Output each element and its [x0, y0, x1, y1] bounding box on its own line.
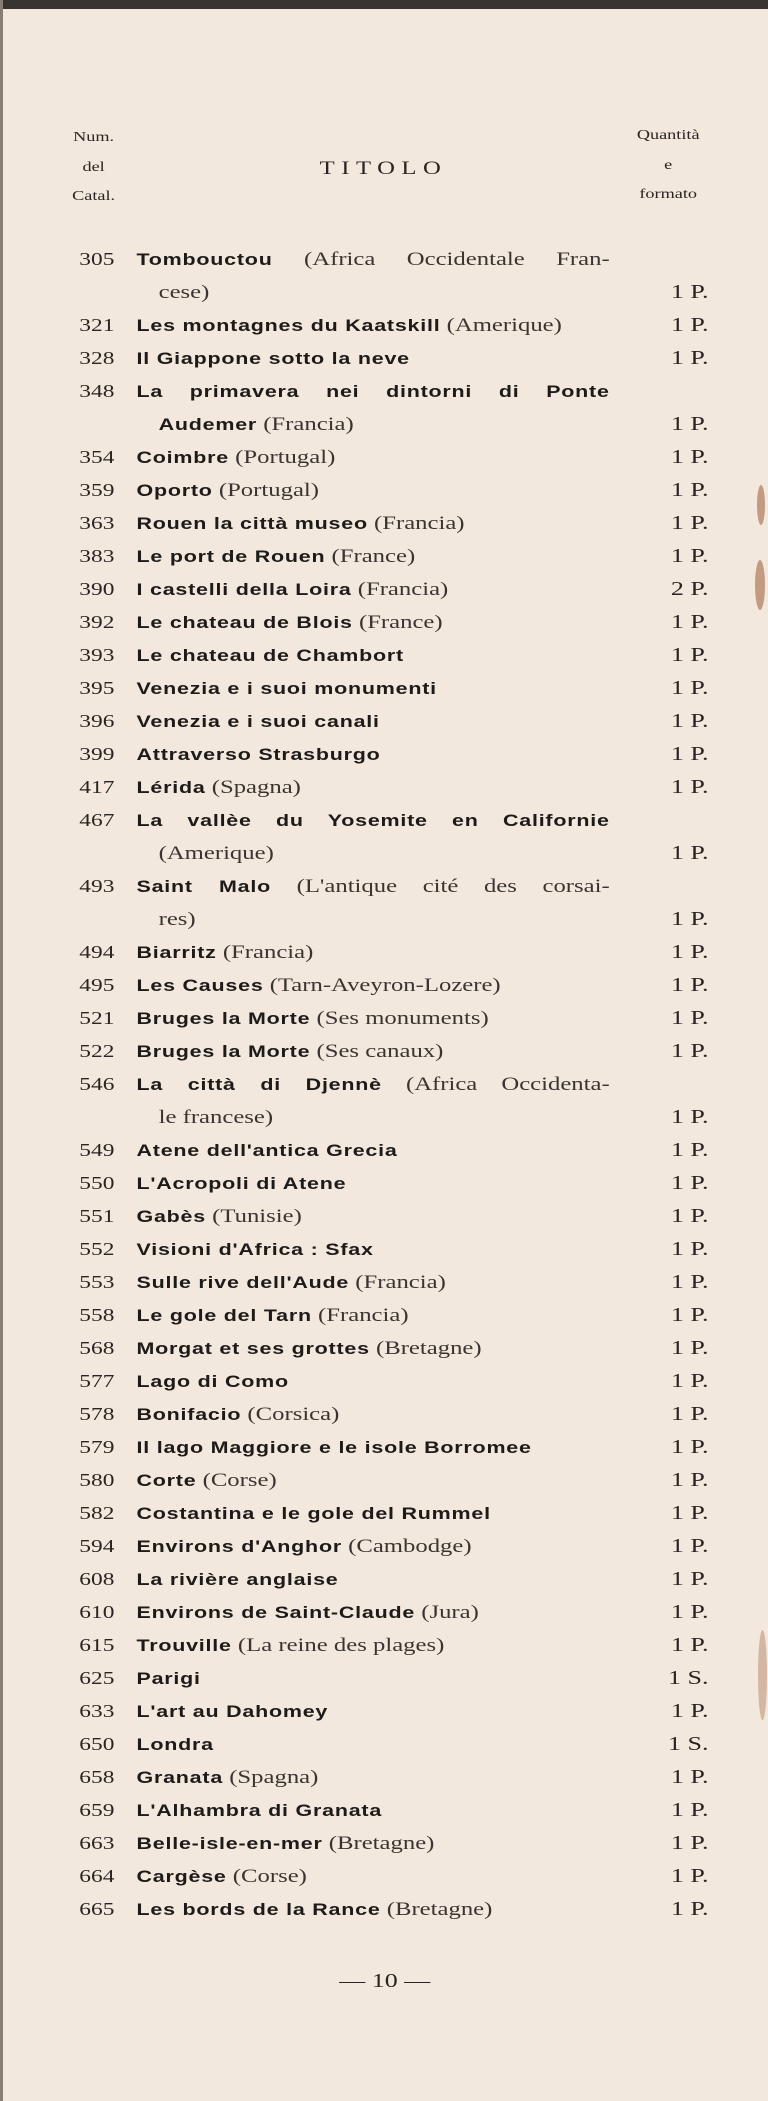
location-note: (Tunisie): [212, 1206, 302, 1227]
catalog-number: 610: [79, 1602, 115, 1622]
title-text: Les bords de la Rance: [136, 1901, 381, 1919]
page-number: — 10 —: [339, 1970, 431, 1992]
quantity-format: 1 P.: [670, 1502, 709, 1524]
catalog-number: 594: [79, 1536, 115, 1556]
location-note: (Cambodge): [348, 1536, 472, 1557]
title-text: La vallèe du Yosemite en Californie: [136, 812, 610, 830]
catalog-entry: [0, 1497, 768, 1530]
entry-title: [137, 1530, 472, 1564]
catalog-number: 493: [79, 876, 115, 896]
location-note: (Francia): [263, 414, 354, 435]
catalog-entry: [0, 474, 768, 507]
entry-title: [137, 606, 443, 640]
catalog-entry: [0, 639, 768, 672]
entry-title: [137, 1398, 340, 1432]
catalog-number: 608: [79, 1569, 115, 1589]
title-text: Rouen la città museo: [136, 515, 368, 533]
catalog-entry: [0, 375, 768, 408]
catalog-number: 417: [79, 777, 115, 797]
location-note: res): [158, 909, 196, 930]
entry-title: [137, 309, 562, 343]
title-text: Le chateau de Chambort: [136, 647, 404, 665]
title-text: Coimbre: [136, 449, 229, 467]
title-text: Oporto: [136, 482, 213, 500]
catalog-entry-continuation: [0, 408, 768, 441]
catalog-number: 650: [79, 1734, 115, 1754]
entry-title: [137, 1266, 446, 1300]
catalog-number: 579: [79, 1437, 115, 1457]
catalog-entry: [0, 342, 768, 375]
title-text: Il lago Maggiore e le isole Borromee: [136, 1439, 532, 1457]
catalog-number: 568: [79, 1338, 115, 1358]
title-text: Le port de Rouen: [136, 548, 326, 566]
quantity-format: 1 P.: [670, 1337, 709, 1359]
title-text: L'Alhambra di Granata: [136, 1802, 383, 1820]
quantity-format: 1 P.: [670, 1865, 709, 1887]
title-text: L'art au Dahomey: [136, 1703, 329, 1721]
location-note: le francese): [158, 1107, 274, 1128]
quantity-format: 1 P.: [670, 545, 709, 567]
entry-title: [137, 705, 380, 739]
entry-title: [137, 870, 610, 904]
quantity-format: 1 P.: [670, 1568, 709, 1590]
catalog-number: 625: [79, 1668, 115, 1688]
location-note: (Bretagne): [386, 1899, 493, 1920]
title-text: La città di Djennè: [136, 1076, 382, 1094]
catalog-number: 522: [79, 1041, 115, 1061]
location-note: (Africa Occidentale Fran-: [304, 249, 610, 270]
catalog-number: 359: [79, 480, 115, 500]
title-text: Gabès: [136, 1208, 206, 1226]
catalog-number: 551: [79, 1206, 115, 1226]
entry-title: [137, 1662, 201, 1696]
title-text: Bonifacio: [136, 1406, 242, 1424]
entry-title: [137, 1002, 489, 1036]
catalog-entry: [0, 1860, 768, 1893]
title-text: Venezia e i suoi canali: [136, 713, 380, 731]
quantity-format: 1 P.: [670, 743, 709, 765]
location-note: (Amerique): [446, 315, 562, 336]
catalog-entry: [0, 705, 768, 738]
entry-title: [137, 1860, 307, 1894]
location-note: (Spagna): [229, 1767, 319, 1788]
quantity-format: 1 P.: [670, 512, 709, 534]
quantity-format: 1 P.: [670, 1304, 709, 1326]
location-note: (Francia): [318, 1305, 409, 1326]
catalog-number: 521: [79, 1008, 115, 1028]
header-num-line3: Catal.: [72, 189, 116, 204]
catalog-entry: [0, 1002, 768, 1035]
location-note: (Portugal): [218, 480, 320, 501]
location-note: (Francia): [355, 1272, 446, 1293]
catalog-number: 578: [79, 1404, 115, 1424]
quantity-format: 2 P.: [670, 578, 709, 600]
catalog-entry: [0, 1728, 768, 1761]
location-note: (France): [331, 546, 416, 567]
title-text: Environs de Saint-Claude: [136, 1604, 416, 1622]
quantity-format: 1 P.: [670, 1238, 709, 1260]
catalog-entry: [0, 1332, 768, 1365]
catalog-number: 494: [79, 942, 115, 962]
quantity-format: 1 P.: [670, 1271, 709, 1293]
quantity-format: 1 P.: [670, 1139, 709, 1161]
entry-title: [137, 1332, 482, 1366]
quantity-format: 1 P.: [670, 1601, 709, 1623]
header-qty-line1: Quantità: [636, 128, 700, 143]
quantity-format: 1 P.: [670, 413, 709, 435]
catalog-number: 658: [79, 1767, 115, 1787]
catalog-entry: [0, 738, 768, 771]
title-text: Le chateau de Blois: [136, 614, 353, 632]
entry-title: [137, 1794, 383, 1828]
title-text: Sulle rive dell'Aude: [136, 1274, 350, 1292]
catalog-number: 395: [79, 678, 115, 698]
entry-title: [137, 936, 314, 970]
title-text: Parigi: [136, 1670, 201, 1688]
quantity-format: 1 P.: [670, 1832, 709, 1854]
entry-title: [159, 903, 196, 936]
title-text: La rivière anglaise: [136, 1571, 339, 1589]
catalog-number: 577: [79, 1371, 115, 1391]
entry-title: [137, 771, 301, 805]
entry-title: [137, 1068, 610, 1102]
quantity-format: 1 P.: [670, 677, 709, 699]
title-text: Trouville: [136, 1637, 232, 1655]
entry-title: [137, 1497, 491, 1531]
catalog-entry: [0, 1431, 768, 1464]
catalog-entry: [0, 1167, 768, 1200]
header-qty-line2: e: [664, 158, 673, 173]
quantity-format: 1 P.: [670, 776, 709, 798]
catalog-number: 399: [79, 744, 115, 764]
catalog-number: 553: [79, 1272, 115, 1292]
location-note: (Corse): [202, 1470, 277, 1491]
quantity-format: 1 P.: [670, 1403, 709, 1425]
location-note: (Francia): [357, 579, 449, 600]
catalog-entry: [0, 1662, 768, 1695]
entry-title: [137, 1629, 445, 1663]
catalog-number: 558: [79, 1305, 115, 1325]
entry-title: [137, 375, 610, 409]
location-note: (Tarn-Aveyron-Lozere): [269, 975, 501, 996]
catalog-entry-continuation: [0, 276, 768, 309]
catalog-number: 392: [79, 612, 115, 632]
entry-title: [137, 639, 404, 673]
catalog-list: [0, 243, 768, 1926]
catalog-number: 665: [79, 1899, 115, 1919]
catalog-entry: [0, 1761, 768, 1794]
quantity-format: 1 P.: [670, 1535, 709, 1557]
catalog-entry: [0, 441, 768, 474]
catalog-entry: [0, 1794, 768, 1827]
title-text: Cargèse: [136, 1868, 227, 1886]
quantity-format: 1 P.: [670, 281, 709, 303]
header-num-line1: Num.: [73, 130, 115, 145]
catalog-number: 552: [79, 1239, 115, 1259]
title-text: Lérida: [136, 779, 206, 797]
catalog-number: 663: [79, 1833, 115, 1853]
location-note: (Bretagne): [328, 1833, 435, 1854]
catalog-entry: [0, 1530, 768, 1563]
entry-title: [137, 1200, 302, 1234]
entry-title: [137, 672, 437, 706]
entry-title: [137, 243, 610, 277]
title-text: Morgat et ses grottes: [136, 1340, 370, 1358]
location-note: (Amerique): [158, 843, 274, 864]
catalog-entry-continuation: [0, 837, 768, 870]
entry-title: [137, 573, 449, 607]
entry-title: [159, 408, 354, 442]
title-text: Corte: [136, 1472, 197, 1490]
title-text: Audemer: [158, 416, 258, 434]
catalog-entry: [0, 1695, 768, 1728]
catalog-number: 550: [79, 1173, 115, 1193]
entry-title: [137, 1167, 347, 1201]
catalog-number: 633: [79, 1701, 115, 1721]
title-text: Les Causes: [136, 977, 264, 995]
entry-title: [137, 1035, 444, 1069]
catalog-entry: [0, 573, 768, 606]
entry-title: [137, 738, 381, 772]
catalog-number: 580: [79, 1470, 115, 1490]
location-note: (Corsica): [247, 1404, 340, 1425]
entry-title: [137, 804, 610, 838]
title-text: Bruges la Morte: [136, 1010, 311, 1028]
title-text: Costantina e le gole del Rummel: [136, 1505, 491, 1523]
location-note: (La reine des plages): [237, 1635, 445, 1656]
entry-title: [137, 1431, 532, 1465]
catalog-entry: [0, 243, 768, 276]
catalog-entry: [0, 540, 768, 573]
quantity-format: 1 P.: [670, 1040, 709, 1062]
entry-title: [159, 1101, 274, 1134]
catalog-number: 390: [79, 579, 115, 599]
location-note: (France): [358, 612, 443, 633]
catalog-entry: [0, 1827, 768, 1860]
title-text: Londra: [136, 1736, 214, 1754]
entry-title: [137, 441, 336, 475]
catalog-entry: [0, 804, 768, 837]
catalog-entry: [0, 1563, 768, 1596]
catalog-number: 305: [79, 249, 115, 269]
quantity-format: 1 P.: [670, 314, 709, 336]
catalog-number: 495: [79, 975, 115, 995]
quantity-format: 1 S.: [668, 1667, 709, 1689]
title-text: Atene dell'antica Grecia: [136, 1142, 398, 1160]
quantity-format: 1 P.: [670, 908, 709, 930]
catalog-entry: [0, 1596, 768, 1629]
location-note: (Corse): [232, 1866, 307, 1887]
entry-title: [159, 276, 210, 309]
catalog-entry: [0, 309, 768, 342]
location-note: (Bretagne): [376, 1338, 482, 1359]
entry-title: [137, 1728, 214, 1762]
entry-title: [137, 342, 410, 376]
catalog-entry: [0, 1035, 768, 1068]
title-text: L'Acropoli di Atene: [136, 1175, 347, 1193]
entry-title: [137, 540, 416, 574]
entry-title: [137, 474, 320, 508]
catalog-entry: [0, 1629, 768, 1662]
catalog-entry: [0, 1299, 768, 1332]
quantity-format: 1 P.: [670, 1172, 709, 1194]
catalog-number: 664: [79, 1866, 115, 1886]
title-text: Visioni d'Africa : Sfax: [136, 1241, 374, 1259]
catalog-number: 328: [79, 348, 115, 368]
quantity-format: 1 P.: [670, 1634, 709, 1656]
title-text: Il Giappone sotto la neve: [136, 350, 410, 368]
title-text: Le gole del Tarn: [136, 1307, 312, 1325]
entry-title: [137, 1299, 409, 1333]
catalog-number: 321: [79, 315, 115, 335]
quantity-format: 1 P.: [670, 1007, 709, 1029]
quantity-format: 1 P.: [670, 1469, 709, 1491]
catalog-entry: [0, 1398, 768, 1431]
catalog-entry: [0, 1200, 768, 1233]
catalog-entry: [0, 1068, 768, 1101]
quantity-format: 1 P.: [670, 1766, 709, 1788]
location-note: (Portugal): [235, 447, 336, 468]
catalog-entry: [0, 1365, 768, 1398]
catalog-entry: [0, 606, 768, 639]
title-text: La primavera nei dintorni di Ponte: [136, 383, 610, 401]
catalog-entry: [0, 936, 768, 969]
location-note: (Francia): [222, 942, 314, 963]
catalog-number: 546: [79, 1074, 115, 1094]
title-text: Bruges la Morte: [136, 1043, 311, 1061]
title-text: Biarritz: [136, 944, 217, 962]
quantity-format: 1 P.: [670, 974, 709, 996]
catalog-number: 354: [79, 447, 115, 467]
quantity-format: 1 P.: [670, 941, 709, 963]
entry-title: [137, 1464, 277, 1498]
quantity-format: 1 P.: [670, 1205, 709, 1227]
header-num-line2: del: [82, 160, 105, 175]
title-text: Environs d'Anghor: [136, 1538, 342, 1556]
entry-title: [137, 1695, 329, 1729]
entry-title: [137, 1563, 339, 1597]
catalog-entry: [0, 672, 768, 705]
location-note: cese): [158, 282, 210, 303]
quantity-format: 1 P.: [670, 479, 709, 501]
quantity-format: 1 P.: [670, 842, 709, 864]
title-text: Venezia e i suoi monumenti: [136, 680, 437, 698]
header-title: TITOLO: [319, 158, 448, 179]
title-text: Les montagnes du Kaatskill: [136, 317, 441, 335]
entry-title: [137, 969, 501, 1003]
header-qty-line3: formato: [639, 187, 698, 202]
quantity-format: 1 P.: [670, 1370, 709, 1392]
catalog-entry: [0, 507, 768, 540]
catalog-entry-continuation: [0, 903, 768, 936]
catalog-entry: [0, 1266, 768, 1299]
entry-title: [137, 1761, 319, 1795]
catalog-number: 393: [79, 645, 115, 665]
location-note: (Ses canaux): [316, 1041, 444, 1062]
catalog-number: 383: [79, 546, 115, 566]
catalog-entry: [0, 1233, 768, 1266]
entry-title: [159, 837, 274, 870]
quantity-format: 1 P.: [670, 710, 709, 732]
catalog-entry: [0, 771, 768, 804]
entry-title: [137, 1827, 435, 1861]
title-text: I castelli della Loira: [136, 581, 352, 599]
entry-title: [137, 1365, 289, 1399]
location-note: (Francia): [374, 513, 465, 534]
location-note: (L'antique cité des corsai-: [296, 876, 610, 897]
catalog-number: 396: [79, 711, 115, 731]
catalog-number: 582: [79, 1503, 115, 1523]
title-text: Belle-isle-en-mer: [136, 1835, 323, 1853]
title-text: Attraverso Strasburgo: [136, 746, 381, 764]
quantity-format: 1 S.: [668, 1733, 709, 1755]
quantity-format: 1 P.: [670, 1898, 709, 1920]
quantity-format: 1 P.: [670, 1436, 709, 1458]
catalog-entry-continuation: [0, 1101, 768, 1134]
location-note: (Spagna): [211, 777, 301, 798]
catalog-entry: [0, 969, 768, 1002]
quantity-format: 1 P.: [670, 446, 709, 468]
entry-title: [137, 507, 465, 541]
catalog-entry: [0, 1893, 768, 1926]
quantity-format: 1 P.: [670, 347, 709, 369]
catalog-entry: [0, 1464, 768, 1497]
location-note: (Africa Occidenta-: [405, 1074, 610, 1095]
quantity-format: 1 P.: [670, 1799, 709, 1821]
entry-title: [137, 1596, 479, 1630]
entry-title: [137, 1134, 398, 1168]
entry-title: [137, 1233, 374, 1267]
quantity-format: 1 P.: [670, 644, 709, 666]
catalog-number: 363: [79, 513, 115, 533]
quantity-format: 1 P.: [670, 1700, 709, 1722]
catalog-number: 549: [79, 1140, 115, 1160]
catalog-number: 659: [79, 1800, 115, 1820]
title-text: Tombouctou: [136, 251, 273, 269]
entry-title: [137, 1893, 493, 1927]
quantity-format: 1 P.: [670, 611, 709, 633]
catalog-number: 348: [79, 381, 115, 401]
title-text: Granata: [136, 1769, 224, 1787]
title-text: Lago di Como: [136, 1373, 289, 1391]
catalog-number: 615: [79, 1635, 115, 1655]
catalog-entry: [0, 1134, 768, 1167]
catalog-entry: [0, 870, 768, 903]
quantity-format: 1 P.: [670, 1106, 709, 1128]
title-text: Saint Malo: [136, 878, 272, 896]
location-note: (Jura): [421, 1602, 479, 1623]
location-note: (Ses monuments): [316, 1008, 489, 1029]
catalog-number: 467: [79, 810, 115, 830]
